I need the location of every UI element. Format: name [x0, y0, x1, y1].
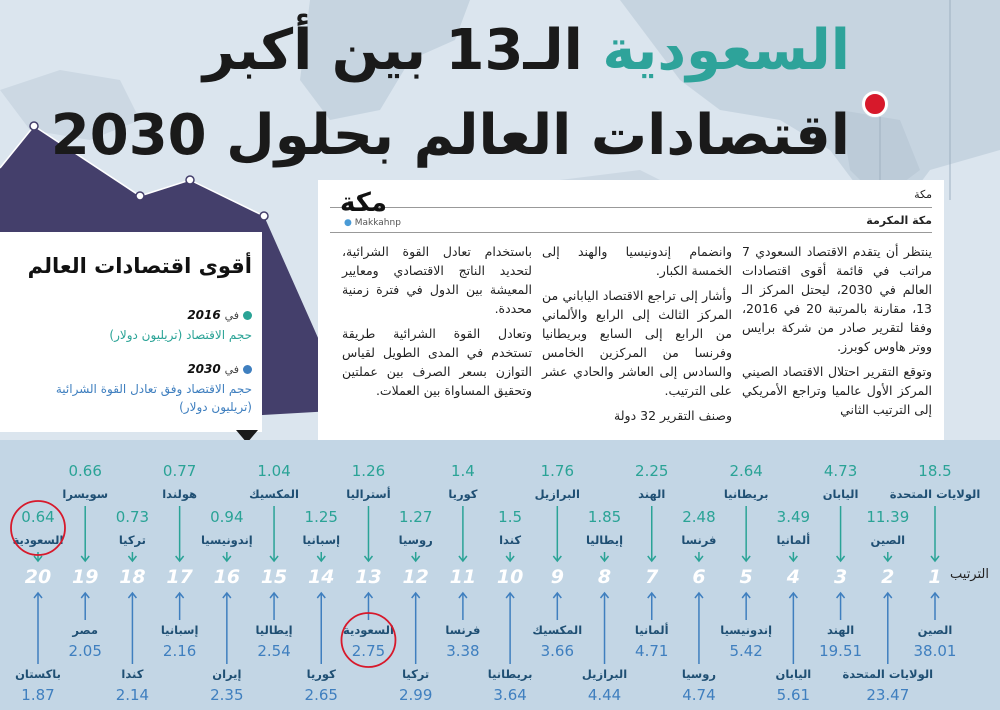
country-2016: المكسيك: [249, 487, 299, 501]
rank-number: 14: [308, 566, 335, 588]
country-2030: البرازيل: [581, 667, 628, 681]
value-2016: 0.66: [68, 462, 102, 480]
country-2030: المكسيك: [532, 623, 583, 637]
value-2030: 5.61: [776, 686, 811, 704]
value-2030: 1.87: [21, 686, 55, 704]
value-2030: 2.14: [115, 686, 150, 704]
paragraph: وأشار إلى تراجع الاقتصاد الياباني من المركز الثالث إلى الرابع والألماني من الرابع إلى السابع وبريطانيا وفرنسا من المركزين الخامس والسادس إلى العاشر والحادي عشر على الترتيب.: [542, 288, 732, 398]
paragraph: ينتظر أن يتقدم الاقتصاد السعودي 7 مراتب في قائمة أقوى اقتصادات العالم في 2030، ليحتل المركز الـ 13، مقارنة بالمرتبة 20 في 2016، وفقا لتقرير صادر من شركة برايس ووتر هاوس كوبرز.: [742, 244, 933, 354]
value-2016: 1.25: [304, 508, 338, 526]
country-2030: مصر: [72, 623, 99, 637]
country-2030: باكستان: [15, 667, 61, 681]
rank-number: 4: [786, 566, 800, 588]
value-2030: 3.38: [446, 642, 480, 660]
value-2030: 3.64: [493, 686, 527, 704]
value-2030: 4.71: [635, 642, 669, 660]
country-2016: اليابان: [822, 487, 859, 501]
rank-number: 2: [881, 566, 895, 588]
legend-2016-desc: حجم الاقتصاد (تريليون دولار): [109, 328, 252, 342]
article-box: [318, 180, 944, 445]
value-2030: 2.99: [398, 686, 433, 704]
value-2016: 1.27: [398, 508, 433, 526]
value-2030: 4.44: [587, 686, 622, 704]
rank-number: 17: [166, 566, 193, 588]
country-2030: إيطاليا: [255, 623, 293, 637]
legend-2030-desc: حجم الاقتصاد وفق تعادل القوة الشرائية: [55, 382, 252, 396]
country-2016: بريطانيا: [723, 487, 769, 501]
rank-number: 1: [928, 566, 942, 588]
value-2030: 2.75: [351, 642, 386, 660]
value-2030: 2.05: [68, 642, 102, 660]
country-2016: إسبانيا: [302, 533, 341, 547]
country-2030: كوريا: [306, 667, 336, 681]
country-2016: ألمانيا: [776, 533, 811, 547]
value-2016: 2.64: [729, 462, 763, 480]
value-2030: 5.42: [729, 642, 763, 660]
country-2030: بريطانيا: [487, 667, 533, 681]
country-2016: كندا: [499, 533, 522, 547]
legend-title: أقوى اقتصادات العالم: [27, 254, 252, 278]
logo-handle: ● Makkahnp: [344, 218, 401, 228]
rank-number: 16: [213, 566, 241, 588]
rank-number: 6: [692, 566, 706, 588]
rankings-chart: [0, 440, 1000, 710]
country-2030: الصين: [917, 623, 953, 637]
paragraph: وانضمام إندونيسيا والهند إلى الخمسة الكبار.: [542, 244, 732, 278]
rank-number: 19: [71, 566, 99, 588]
rank-axis-label: الترتيب: [950, 567, 989, 582]
country-2016: إندونيسيا: [200, 533, 253, 547]
green-dot-icon: [243, 311, 252, 320]
country-2030: فرنسا: [445, 623, 481, 637]
value-2030: 2.35: [210, 686, 244, 704]
blue-dot-icon: [243, 365, 252, 374]
value-2030: 2.54: [257, 642, 291, 660]
value-2016: 0.94: [210, 508, 244, 526]
value-2030: 4.74: [682, 686, 716, 704]
country-2016: الصين: [870, 533, 906, 547]
rank-number: 13: [355, 566, 382, 588]
country-2016: فرنسا: [681, 533, 717, 547]
country-2016: سويسرا: [62, 487, 109, 501]
value-2016: 1.85: [587, 508, 622, 526]
country-2016: هولندا: [162, 487, 198, 501]
country-2030: إيران: [212, 667, 242, 681]
makkah-logo: مكة: [340, 188, 387, 218]
article-column-3: [342, 242, 532, 406]
divider: [330, 207, 932, 208]
value-2016: 11.39: [866, 508, 910, 526]
headline-accent: السعودية: [602, 18, 850, 83]
paragraph: باستخدام تعادل القوة الشرائية، لتحديد الناتج الاقتصادي ومعايير المعيشة بين الدول في فترة زمنية محددة.: [342, 244, 532, 316]
value-2016: 18.5: [918, 462, 952, 480]
headline-line-2: اقتصادات العالم بحلول 2030: [50, 103, 850, 168]
country-2030: إسبانيا: [160, 623, 199, 637]
value-2016: 1.76: [540, 462, 575, 480]
country-2030: السعودية: [343, 623, 394, 637]
legend-panel: [0, 232, 262, 432]
value-2016: 0.77: [162, 462, 197, 480]
headline-line-1: [203, 18, 850, 83]
rank-number: 12: [402, 566, 429, 588]
value-2016: 1.5: [498, 508, 523, 526]
value-2016: 2.48: [682, 508, 716, 526]
rank-number: 20: [24, 566, 52, 588]
paragraph: وتعادل القوة الشرائية طريقة تستخدم في المدى الطويل لقياس التوازن بسعر الصرف بين عملتين وتحقيق المساواة بين العملات.: [342, 326, 532, 398]
value-2016: 0.64: [21, 508, 55, 526]
divider: [330, 232, 932, 233]
value-2030: 38.01: [913, 642, 957, 660]
country-2016: أستراليا: [346, 487, 391, 501]
rank-number: 18: [119, 566, 146, 588]
rank-number: 10: [496, 566, 524, 588]
value-2030: 23.47: [866, 686, 910, 704]
country-2030: الولايات المتحدة: [842, 667, 934, 681]
saudi-location-marker: [862, 91, 888, 117]
article-column-2: [542, 242, 732, 431]
value-2016: 2.25: [635, 462, 669, 480]
value-2030: 2.65: [304, 686, 338, 704]
rank-number: 8: [597, 566, 612, 588]
country-2016: الهند: [638, 487, 666, 501]
source-city: مكة: [914, 188, 932, 201]
country-2016: تركيا: [118, 533, 147, 547]
country-2030: إندونيسيا: [720, 623, 773, 637]
country-2016: الولايات المتحدة: [889, 487, 981, 501]
headline-rest: الـ13 بين أكبر: [202, 18, 603, 83]
country-2030: تركيا: [402, 667, 430, 681]
value-2030: 3.66: [540, 642, 575, 660]
country-2016: كوريا: [448, 487, 478, 501]
value-2016: 4.73: [823, 462, 858, 480]
country-2030: ألمانيا: [634, 623, 669, 637]
country-2030: اليابان: [775, 667, 812, 681]
country-2016: إيطاليا: [585, 533, 624, 547]
legend-2016: في 2016: [187, 308, 252, 322]
paragraph: وصنف التقرير 32 دولة: [614, 408, 732, 423]
legend-2030-unit: (تريليون دولار): [179, 400, 252, 414]
rank-number: 15: [260, 566, 288, 588]
legend-2030: في 2030: [187, 362, 252, 376]
value-2030: 19.51: [819, 642, 863, 660]
paragraph: وتوقع التقرير احتلال الاقتصاد الصيني المركز الأول عالميا وتراجع الأمريكي إلى الترتيب الثاني: [742, 364, 932, 417]
twitter-bird-icon: ●: [344, 218, 352, 228]
country-2030: كندا: [121, 667, 144, 681]
value-2016: 1.4: [450, 462, 475, 480]
value-2016: 3.49: [776, 508, 811, 526]
value-2030: 2.16: [162, 642, 197, 660]
value-2016: 1.26: [351, 462, 386, 480]
country-2016: روسيا: [398, 533, 433, 547]
rank-number: 7: [645, 566, 659, 588]
country-2016: البرازيل: [534, 487, 580, 501]
rank-number: 11: [449, 566, 477, 588]
rank-number: 5: [739, 566, 753, 588]
rank-number: 9: [550, 566, 564, 588]
source-region: مكة المكرمة: [866, 214, 932, 227]
value-2016: 1.04: [257, 462, 291, 480]
article-column-1: [742, 242, 932, 425]
country-2030: روسيا: [681, 667, 716, 681]
country-2016: السعودية: [12, 533, 64, 547]
country-2030: الهند: [826, 623, 855, 637]
value-2016: 0.73: [115, 508, 150, 526]
rank-number: 3: [833, 566, 848, 588]
